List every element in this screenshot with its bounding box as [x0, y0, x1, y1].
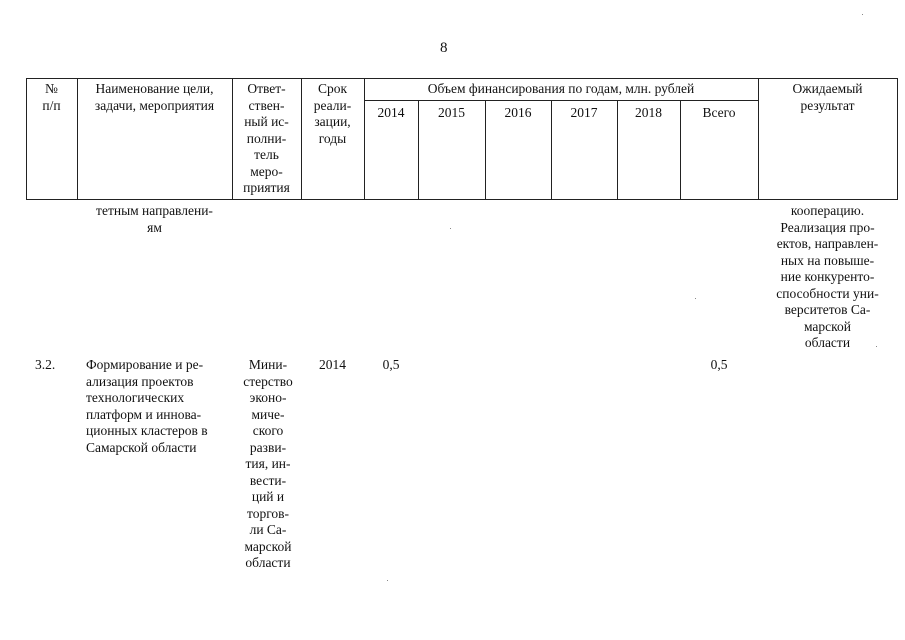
- header-year-2017: 2017: [570, 105, 598, 120]
- row-term: 2014: [319, 357, 346, 372]
- header-year-2015: 2015: [438, 105, 465, 120]
- table-header: [26, 78, 898, 200]
- header-term: Срок реали- зации, годы: [313, 81, 352, 146]
- header-total: Всего: [702, 105, 736, 120]
- page-number: 8: [440, 40, 448, 56]
- row-total: 0,5: [710, 357, 728, 372]
- scan-speck: [695, 298, 696, 299]
- header-year-2014: 2014: [377, 105, 405, 120]
- header-year-2016: 2016: [504, 105, 532, 120]
- row-num: 3.2.: [35, 357, 56, 372]
- header-funding: Объем финансирования по годам, млн. рублей: [427, 81, 695, 96]
- name-continuation: тетным направлени- ям: [96, 203, 213, 235]
- row-responsible: Мини- стерство эконо- миче- ского разви- тия, ин- вести- ций и торгов- ли Са- марской области: [243, 357, 293, 570]
- scan-speck: [862, 14, 863, 15]
- header-name: Наименование цели, задачи, мероприятия: [94, 81, 215, 113]
- scan-speck: [876, 346, 877, 347]
- header-num: № п/п: [42, 81, 61, 113]
- header-result: Ожидаемый результат: [792, 81, 863, 113]
- scan-speck: [387, 580, 388, 581]
- result-continuation: кооперацию. Реализация про- ектов, направлен- ных на повыше- ние конкуренто- способности уни- верситетов Са- марской области: [776, 203, 879, 350]
- row-2014: 0,5: [382, 357, 400, 372]
- header-responsible: Ответ- ствен- ный ис- полни- тель меро- приятия: [243, 81, 290, 195]
- header-year-2018: 2018: [635, 105, 662, 120]
- scan-speck: [450, 228, 451, 229]
- row-name: Формирование и ре- ализация проектов технологических платформ и иннова- ционных кластеров в Самарской области: [86, 357, 208, 455]
